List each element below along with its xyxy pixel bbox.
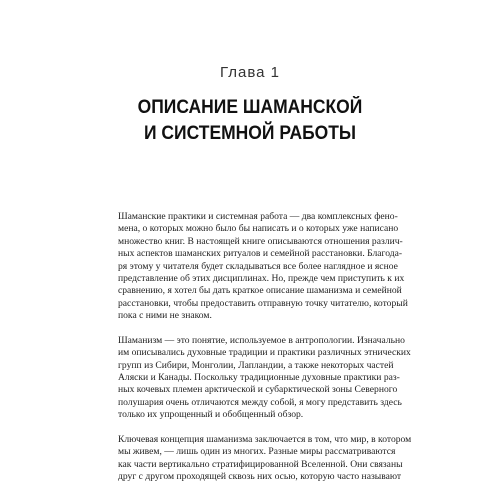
text-line: Аляски и Канады. Поскольку традиционные духовные практики раз- xyxy=(118,372,400,384)
text-line: Шаманизм — это понятие, используемое в антропологии. Изначально xyxy=(118,334,405,346)
paragraph xyxy=(118,434,412,484)
text-line: мена, о которых можно было бы написать и о которых уже написано xyxy=(118,223,399,235)
body-text xyxy=(118,211,412,496)
text-line: ных кочевых племен арктической и субарктической зоны Северного xyxy=(118,384,398,396)
text-line: как части вертикально стратифицированной Вселенной. Они связаны xyxy=(118,458,403,470)
text-line: им описывались духовные традиции и практики различных этнических xyxy=(118,347,411,359)
chapter-title xyxy=(20,95,480,147)
text-line: ря этому у читателя будет складываться все более наглядное и ясное xyxy=(118,260,398,272)
text-line: пока с ними не знаком. xyxy=(118,310,212,322)
paragraph xyxy=(118,211,408,323)
text-line: только их упрощенный и обобщенный обзор. xyxy=(118,409,304,421)
chapter-title-line-1: ОПИСАНИЕ ШАМАНСКОЙ xyxy=(137,97,363,118)
text-line: ных аспектов шаманских ритуалов и семейной расстановки. Благода- xyxy=(118,248,403,260)
text-line: полушария очень отличаются между собой, я могу представить здесь xyxy=(118,396,402,408)
text-line: представление об этих дисциплинах. Но, прежде чем приступить к их xyxy=(118,272,405,284)
text-line: друг с другом проходящей сквозь них осью, которую часто называют xyxy=(118,471,402,483)
text-line: Шаманские практики и системная работа — два комплексных фено- xyxy=(118,211,398,222)
text-line: множество книг. В настоящей книге описываются отношения различ- xyxy=(118,235,403,247)
text-line: групп из Сибири, Монголии, Лапландии, а также некоторых частей xyxy=(118,359,394,371)
paragraph xyxy=(118,334,411,422)
chapter-label: Глава 1 xyxy=(219,64,281,81)
text-line: Ключевая концепция шаманизма заключается в том, что мир, в котором xyxy=(118,434,412,446)
text-line: мы живем, — лишь один из многих. Разные миры рассматриваются xyxy=(118,446,396,458)
text-line: сравнению, я хотел бы дать краткое описание шаманизма и семейной xyxy=(118,285,402,297)
chapter-title-line-2: И СИСТЕМНОЙ РАБОТЫ xyxy=(143,123,357,144)
text-line: расстановки, чтобы предоставить отправную точку читателю, который xyxy=(118,297,408,309)
